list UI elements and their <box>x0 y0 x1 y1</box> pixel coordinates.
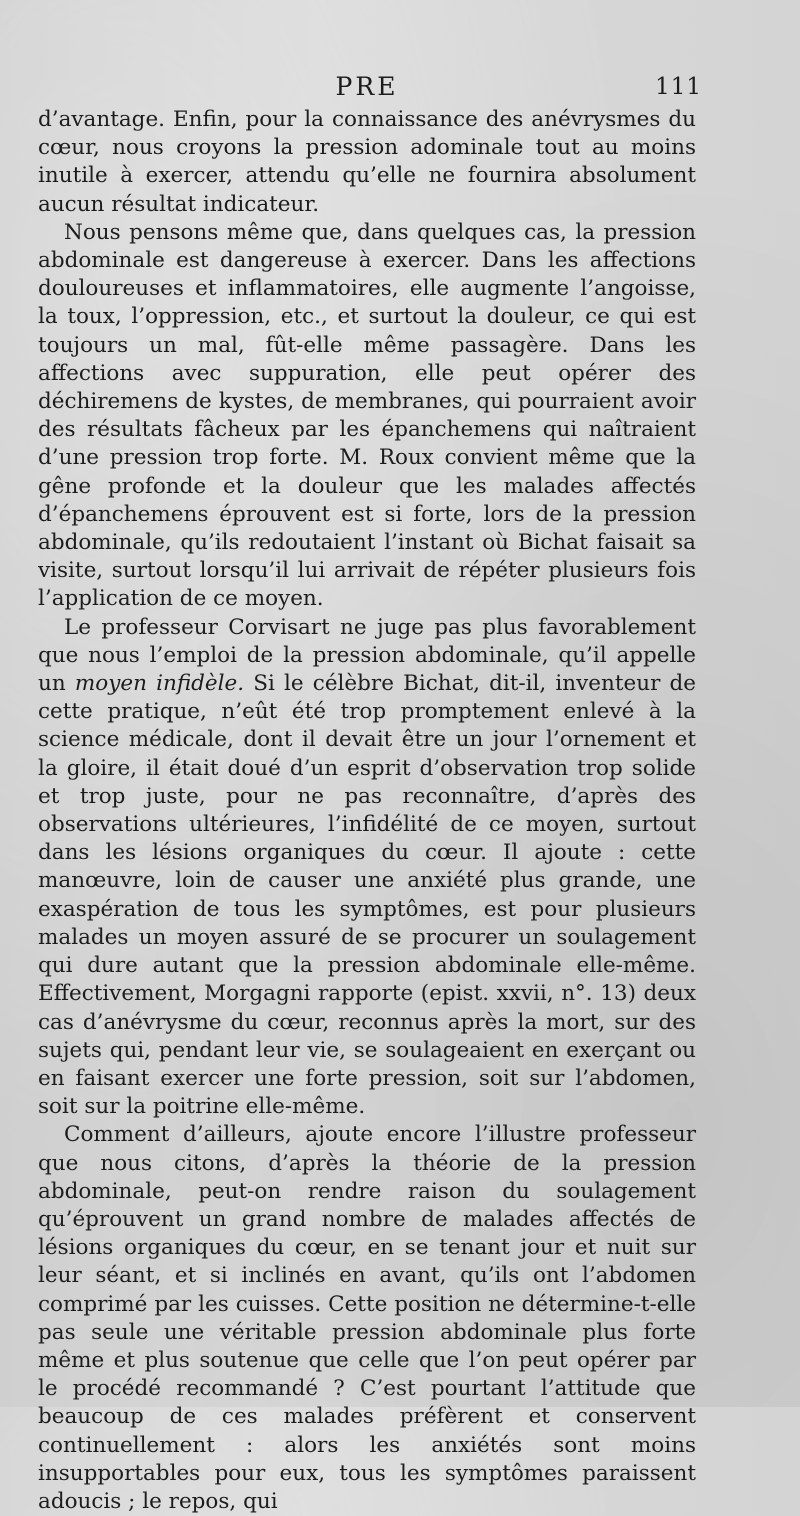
running-head <box>38 72 702 106</box>
paragraph-text: Si le célèbre Bichat, dit-il, inventeur de cette pratique, n’eût été trop promptement enlevé à la science médicale, dont il devait être un jour l’ornement et la gloire, il était doué d’un esprit d’observation trop solide et trop juste, pour ne pas reconnaître, d’après des observations ultérieures, l’infidélité de ce moyen, surtout dans les lésions organiques du cœur. Il ajoute : cette manœuvre, loin de causer une anxiété plus grande, une exaspération de tous les symptômes, est pour plusieurs malades un moyen assuré de se procurer un soulagement qui dure autant que la pression abdominale elle-même. Effectivement, Morgagni rapporte (epist. xxvii, n°. 13) deux cas d’anévrysme du cœur, reconnus après la mort, sur des sujets qui, pendant leur vie, se soulageaient en exerçant ou en faisant exercer une forte pression, soit sur l’abdomen, soit sur la poitrine elle-même. <box>38 671 696 1120</box>
paragraph-continuation: d’avantage. Enfin, pour la connaissance des anévrysmes du cœur, nous croyons la pression adominale tout au moins inutile à exercer, attendu qu’elle ne fournira absolument aucun résultat indicateur. <box>38 107 696 217</box>
page-content <box>38 72 702 1516</box>
body-text <box>38 106 696 1516</box>
paragraph-comment-ailleurs: Comment d’ailleurs, ajoute encore l’illustre professeur que nous citons, d’après la théorie de la pression abdominale, peut-on rendre raison du soulagement qu’éprouvent un grand nombre de malades affectés de lésions organiques du cœur, en se tenant jour et nuit sur leur séant, et si inclinés en avant, qu’ils ont l’abdomen comprimé par les cuisses. Cette position ne détermine-t-elle pas seule une véritable pression abdominale plus forte même et plus soutenue que celle que l’on peut opérer par le procédé recommandé ? C’est pourtant l’attitude que beaucoup de ces malades préfèrent et conservent continuellement : alors les anxiétés sont moins insupportables pour eux, tous les symptômes paraissent adoucis ; le repos, qui <box>38 1122 696 1514</box>
paragraph-corvisart <box>38 614 696 1122</box>
running-head-title: PRE <box>335 72 399 101</box>
italic-phrase: moyen infidèle. <box>74 671 245 697</box>
paragraph-text: Le professeur Corvisart ne juge pas plus favorablement que nous l’emploi de la pression abdominale, qu’il appelle un <box>38 614 696 697</box>
paragraph-pression-dangereuse: Nous pensons même que, dans quelques cas, la pression abdominale est dangereuse à exercer. Dans les affections douloureuses et inflammatoires, elle augmente l’angoisse, la toux, l’oppression, etc., et surtout la douleur, ce qui est toujours un mal, fût-elle même passagère. Dans les affections avec suppuration, elle peut opérer des déchiremens de kystes, de membranes, qui pourraient avoir des résultats fâcheux par les épanchemens qui naîtraient d’une pression trop forte. M. Roux convient même que la gêne profonde et la douleur que les malades affectés d’épanchemens éprouvent est si forte, lors de la pression abdominale, qu’ils redoutaient l’instant où Bichat faisait sa visite, surtout lorsqu’il lui arrivait de répéter plusieurs fois l’application de ce moyen. <box>38 219 696 612</box>
page-number: 111 <box>655 74 702 100</box>
